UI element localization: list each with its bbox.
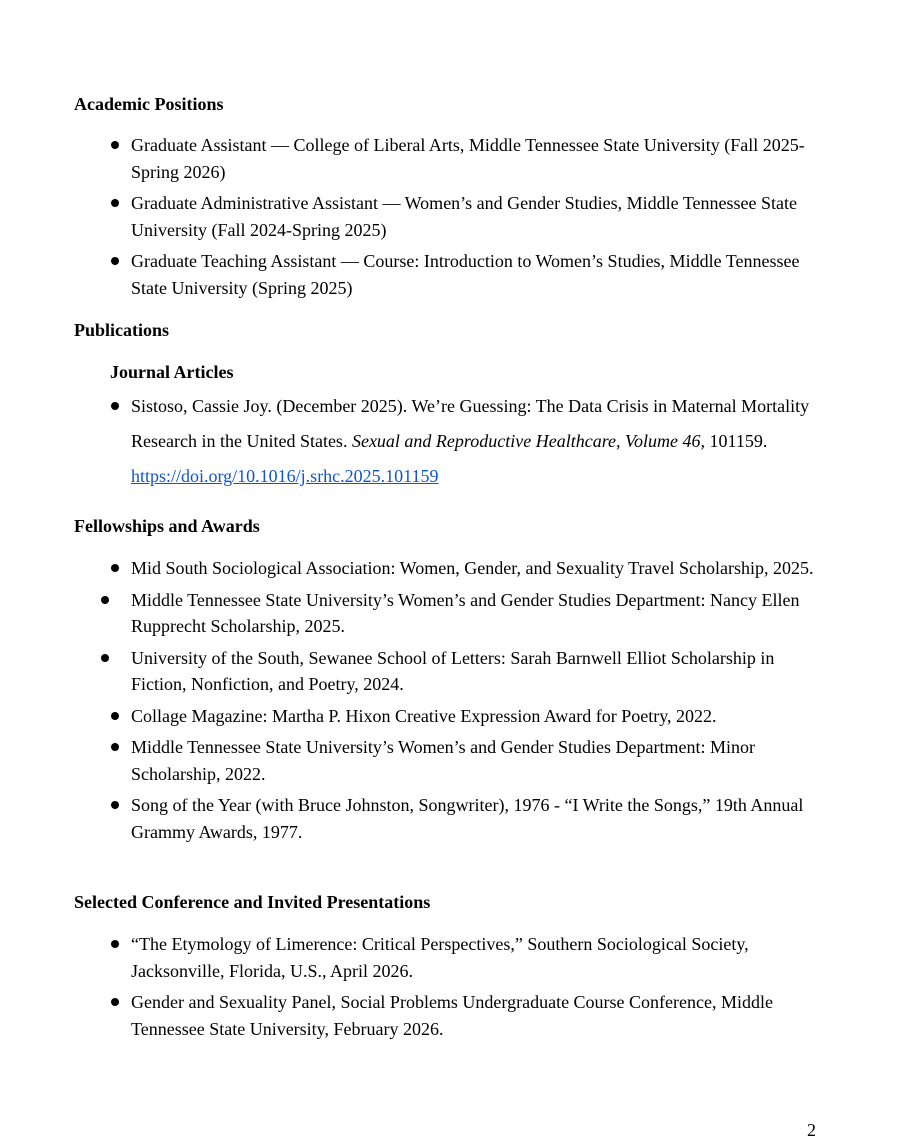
list-item: Graduate Assistant — College of Liberal Arts, Middle Tennessee State University (Fall 2025-Spring 2026) (0, 132, 904, 185)
doi-link[interactable]: https://doi.org/10.1016/j.srhc.2025.101159 (131, 466, 439, 486)
bullet-icon (111, 940, 119, 948)
list-item: Graduate Administrative Assistant — Women’s and Gender Studies, Middle Tennessee State University (Fall 2024-Spring 2025) (0, 190, 904, 243)
list-item: Gender and Sexuality Panel, Social Problems Undergraduate Course Conference, Middle Tennessee State University, February 2026. (0, 989, 904, 1042)
journal-name: Sexual and Reproductive Healthcare, Volume 46, (351, 431, 706, 451)
bullet-icon (111, 712, 119, 720)
bullet-icon (111, 141, 119, 149)
bullet-icon (111, 257, 119, 265)
subheading-journal-articles: Journal Articles (110, 362, 234, 382)
bullet-icon (111, 402, 119, 410)
bullet-icon (101, 654, 109, 662)
bullet-icon (111, 801, 119, 809)
journal-articles-list (0, 389, 904, 499)
list-item: University of the South, Sewanee School of Letters: Sarah Barnwell Elliot Scholarship in Fiction, Nonfiction, and Poetry, 2024. (0, 645, 904, 698)
section-heading-fellowships-awards: Fellowships and Awards (74, 516, 260, 536)
list-item: Mid South Sociological Association: Women, Gender, and Sexuality Travel Scholarship, 2025. (0, 555, 904, 582)
fellowships-awards-list (0, 555, 904, 850)
section-heading-academic-positions: Academic Positions (74, 94, 224, 114)
presentations-list (0, 931, 904, 1047)
bullet-icon (101, 596, 109, 604)
bullet-icon (111, 743, 119, 751)
list-item: “The Etymology of Limerence: Critical Perspectives,” Southern Sociological Society, Jacksonville, Florida, U.S., April 2026. (0, 931, 904, 984)
list-item: Middle Tennessee State University’s Women’s and Gender Studies Department: Minor Scholarship, 2022. (0, 734, 904, 787)
bullet-icon (111, 998, 119, 1006)
list-item: Graduate Teaching Assistant — Course: Introduction to Women’s Studies, Middle Tennessee State University (Spring 2025) (0, 248, 904, 301)
list-item: Song of the Year (with Bruce Johnston, Songwriter), 1976 - “I Write the Songs,” 19th Annual Grammy Awards, 1977. (0, 792, 904, 845)
list-item: Sistoso, Cassie Joy. (December 2025). We’re Guessing: The Data Crisis in Maternal Mortality Research in the United States. Sexual and Reproductive Healthcare, Volume 46, 101159. https://doi.org/10.1016/j.srhc.2025.101159 (0, 389, 904, 494)
bullet-icon (111, 199, 119, 207)
bullet-icon (111, 564, 119, 572)
section-heading-publications: Publications (74, 320, 170, 340)
list-item: Collage Magazine: Martha P. Hixon Creative Expression Award for Poetry, 2022. (0, 703, 904, 730)
page-number: 2 (807, 1120, 816, 1140)
section-heading-presentations: Selected Conference and Invited Presentations (74, 892, 431, 912)
academic-positions-list (0, 132, 904, 306)
list-item: Middle Tennessee State University’s Women’s and Gender Studies Department: Nancy Ellen Rupprecht Scholarship, 2025. (0, 587, 904, 640)
